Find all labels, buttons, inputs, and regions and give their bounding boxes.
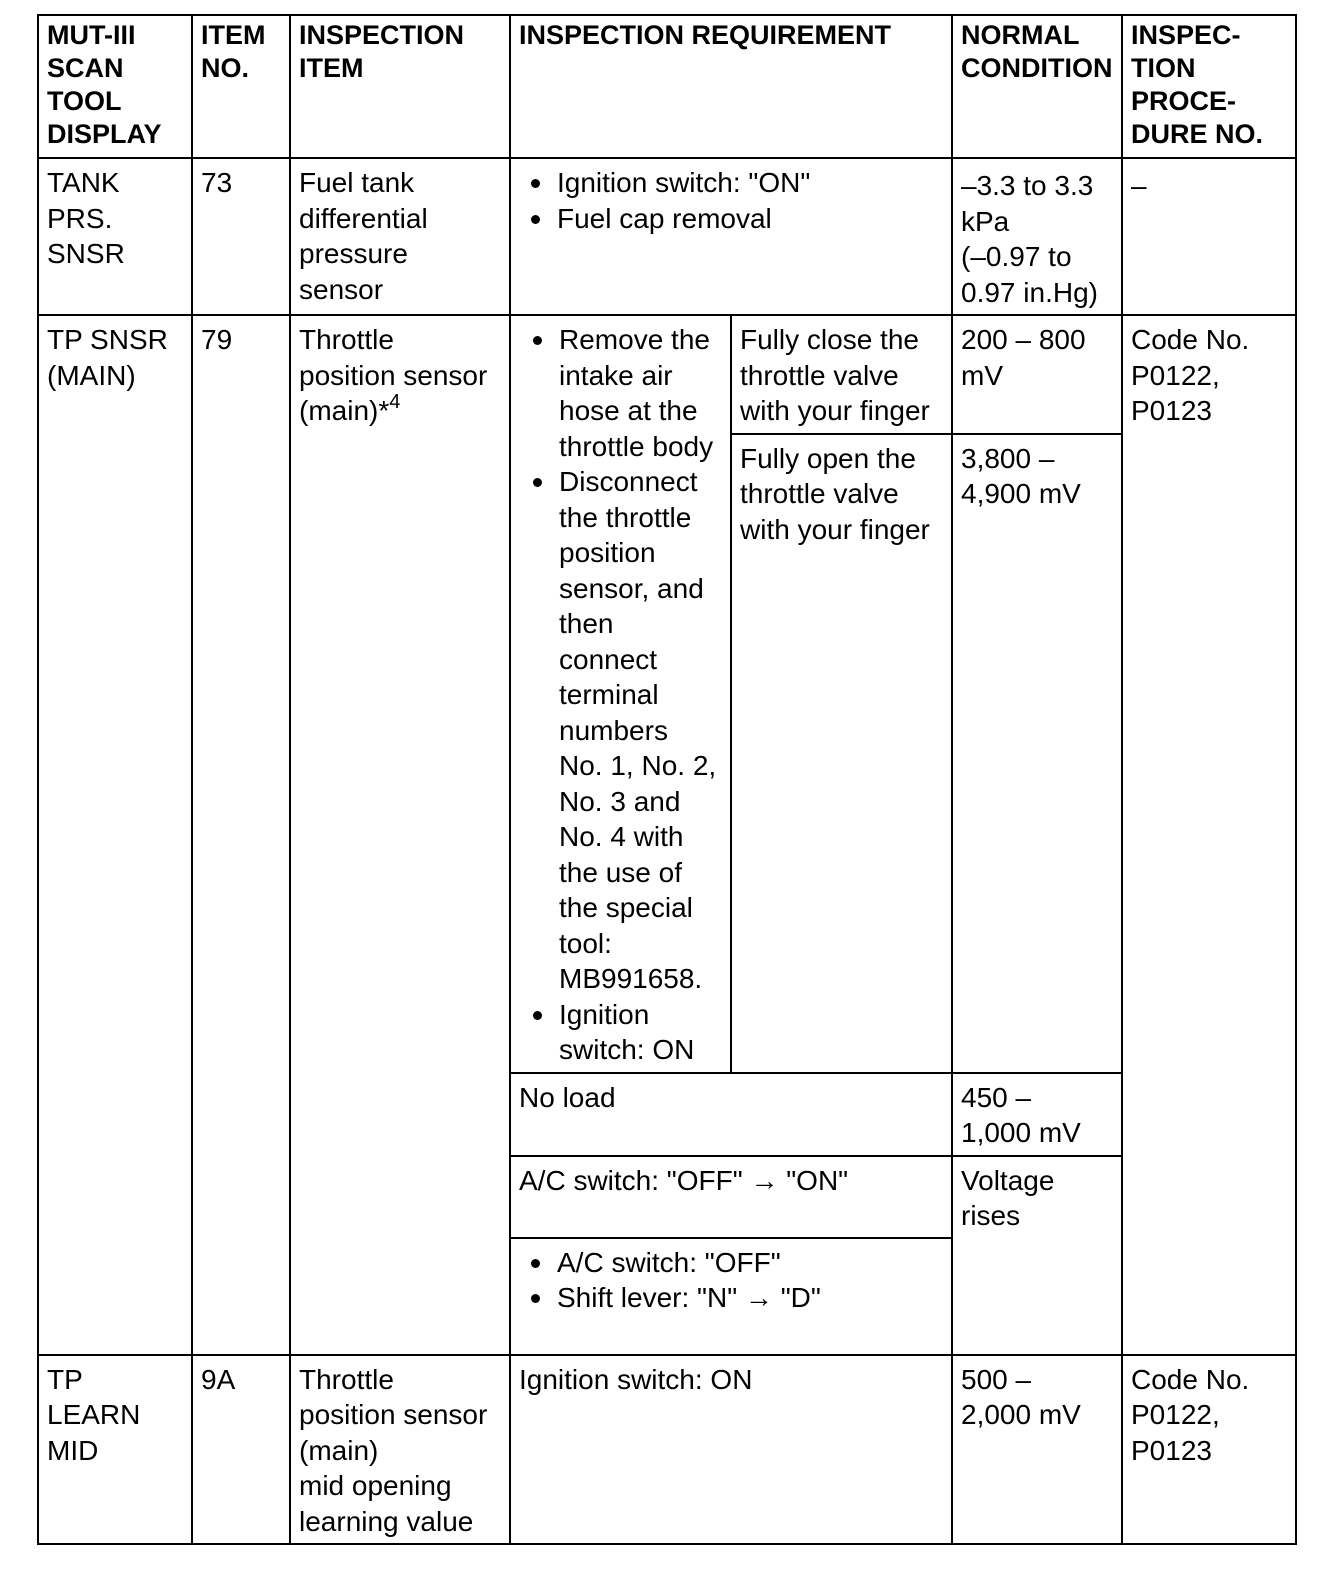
voltage-rises-cell: Voltage rises: [952, 1156, 1122, 1355]
list-item: Remove the intake air hose at the throttle body: [521, 322, 726, 464]
list-item: Ignition switch: ON: [521, 997, 726, 1068]
list-item: Ignition switch: "ON": [519, 165, 943, 201]
list-item: A/C switch: "OFF": [519, 1245, 943, 1281]
setup-steps-cell: [510, 315, 731, 1073]
no-load-value-cell: 450 – 1,000 mV: [952, 1073, 1122, 1156]
open-condition-cell: Fully open the throttle valve with your finger: [731, 434, 952, 1073]
inspection-item-cell: Throttle position sensor (main)*$^4$: [290, 315, 510, 1355]
list-item: Fuel cap removal: [519, 201, 943, 237]
shift-conditions-list: [519, 1245, 943, 1316]
procedure-no-cell: –: [1122, 158, 1296, 315]
setup-steps-list: [521, 322, 726, 1068]
table-row: [38, 158, 1296, 315]
closed-value-cell: 200 – 800 mV: [952, 315, 1122, 434]
header-normal-condition: NORMAL CONDITION: [952, 15, 1122, 158]
no-load-cell: No load: [510, 1073, 952, 1156]
display-cell: TP LEARN MID: [38, 1355, 192, 1545]
requirement-list: [519, 165, 943, 236]
inspection-table: [37, 14, 1297, 1545]
display-cell: TANK PRS. SNSR: [38, 158, 192, 315]
table-row: [38, 1355, 1296, 1545]
header-row: [38, 15, 1296, 158]
requirement-cell: Ignition switch: ON: [510, 1355, 952, 1545]
header-inspection-requirement: INSPECTION REQUIREMENT: [510, 15, 952, 158]
item-no-cell: 79: [192, 315, 290, 1355]
header-procedure-no: INSPEC- TION PROCE- DURE NO.: [1122, 15, 1296, 158]
procedure-no-cell: Code No. P0122, P0123: [1122, 1355, 1296, 1545]
item-no-cell: 73: [192, 158, 290, 315]
list-item: Disconnect the throttle position sensor, and then connect terminal numbers No. 1, No. 2, No. 3 and No. 4 with the use of the special tool: MB991658.: [521, 464, 726, 997]
requirement-cell: [510, 158, 952, 315]
closed-condition-cell: Fully close the throttle valve with your finger: [731, 315, 952, 434]
table-row: [38, 315, 1296, 434]
inspection-item-cell: Fuel tank differential pressure sensor: [290, 158, 510, 315]
item-no-cell: 9A: [192, 1355, 290, 1545]
inspection-item-cell: Throttle position sensor (main) mid opening learning value: [290, 1355, 510, 1545]
list-item: Shift lever: "N" → "D": [519, 1280, 943, 1316]
normal-condition-cell: 500 – 2,000 mV: [952, 1355, 1122, 1545]
procedure-no-cell: Code No. P0122, P0123: [1122, 315, 1296, 1355]
header-item-no: ITEM NO.: [192, 15, 290, 158]
open-value-cell: 3,800 – 4,900 mV: [952, 434, 1122, 1073]
ac-switch-cell: A/C switch: "OFF" → "ON": [510, 1156, 952, 1238]
header-inspection-item: INSPECTION ITEM: [290, 15, 510, 158]
normal-condition-cell: –3.3 to 3.3 kPa (–0.97 to 0.97 in.Hg): [952, 158, 1122, 315]
header-display: MUT-III SCAN TOOL DISPLAY: [38, 15, 192, 158]
display-cell: TP SNSR (MAIN): [38, 315, 192, 1355]
shift-conditions-cell: [510, 1238, 952, 1355]
